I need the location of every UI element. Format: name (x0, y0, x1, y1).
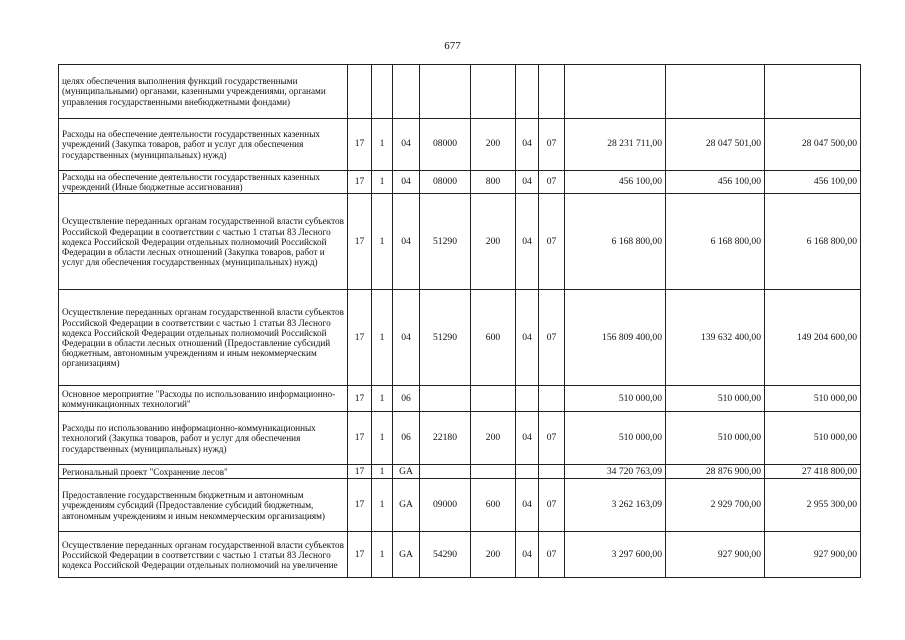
amount-cell: 510 000,00 (765, 386, 861, 412)
code-cell: 800 (471, 171, 516, 194)
table-body (59, 65, 861, 578)
table-row (59, 194, 861, 290)
row-description: Расходы по использованию информационно-коммуникационных технологий (Закупка товаров, работ и услуг для обеспечения государственных (муниципальных) нужд) (59, 412, 348, 465)
amount-cell: 156 809 400,00 (565, 290, 666, 386)
code-cell: 17 (348, 386, 372, 412)
code-cell: 17 (348, 412, 372, 465)
code-cell: 04 (393, 194, 420, 290)
code-cell: 08000 (420, 171, 471, 194)
code-cell: 07 (539, 479, 565, 532)
row-description: Региональный проект "Сохранение лесов" (59, 465, 348, 479)
code-cell: 1 (372, 119, 393, 171)
code-cell: 04 (516, 171, 539, 194)
code-cell: 08000 (420, 119, 471, 171)
code-cell: 1 (372, 479, 393, 532)
amount-cell: 149 204 600,00 (765, 290, 861, 386)
code-cell: 17 (348, 479, 372, 532)
code-cell: 600 (471, 479, 516, 532)
code-cell: 09000 (420, 479, 471, 532)
code-cell: 07 (539, 290, 565, 386)
table-row (59, 532, 861, 578)
table-row (59, 386, 861, 412)
code-cell (420, 386, 471, 412)
table-row (59, 465, 861, 479)
amount-cell: 456 100,00 (565, 171, 666, 194)
code-cell: 06 (393, 412, 420, 465)
code-cell: 17 (348, 119, 372, 171)
row-description: Осуществление переданных органам государственной власти субъектов Российской Федерации в соответствии с частью 1 статьи 83 Лесного кодекса Российской Федерации отдельных полномочий Российской Федерации в области лесных отношений (Предоставление субсидий бюджетным, автономным учреждениям и иным некоммерческим организациям) (59, 290, 348, 386)
code-cell (420, 465, 471, 479)
amount-cell: 456 100,00 (765, 171, 861, 194)
amount-cell: 510 000,00 (666, 386, 765, 412)
code-cell: 04 (516, 532, 539, 578)
amount-cell: 34 720 763,09 (565, 465, 666, 479)
amount-cell: 6 168 800,00 (565, 194, 666, 290)
code-cell: 06 (393, 386, 420, 412)
code-cell: 17 (348, 194, 372, 290)
code-cell: 17 (348, 171, 372, 194)
code-cell (471, 465, 516, 479)
amount-cell: 2 929 700,00 (666, 479, 765, 532)
amount-cell: 510 000,00 (765, 412, 861, 465)
table-row (59, 479, 861, 532)
code-cell: GA (393, 465, 420, 479)
code-cell: 54290 (420, 532, 471, 578)
code-cell: 1 (372, 171, 393, 194)
amount-cell: 3 262 163,09 (565, 479, 666, 532)
code-cell: 1 (372, 532, 393, 578)
code-cell: 07 (539, 532, 565, 578)
code-cell: 200 (471, 532, 516, 578)
table-row (59, 171, 861, 194)
amount-cell (666, 65, 765, 119)
code-cell: 04 (393, 119, 420, 171)
row-description: Расходы на обеспечение деятельности государственных казенных учреждений (Закупка товаров, работ и услуг для обеспечения государственных (муниципальных) нужд) (59, 119, 348, 171)
code-cell: 200 (471, 412, 516, 465)
code-cell (372, 65, 393, 119)
code-cell: 07 (539, 194, 565, 290)
code-cell (516, 65, 539, 119)
row-description: Основное мероприятие "Расходы по использованию информационно-коммуникационных технологий" (59, 386, 348, 412)
code-cell: 600 (471, 290, 516, 386)
code-cell (393, 65, 420, 119)
code-cell: 07 (539, 119, 565, 171)
row-description: Расходы на обеспечение деятельности государственных казенных учреждений (Иные бюджетные ассигнования) (59, 171, 348, 194)
row-description: целях обеспечения выполнения функций государственными (муниципальными) органами, казенными учреждениями, органами управления государственными внебюджетными фондами) (59, 65, 348, 119)
code-cell: 04 (516, 479, 539, 532)
table-row (59, 119, 861, 171)
row-description: Осуществление переданных органам государственной власти субъектов Российской Федерации в соответствии с частью 1 статьи 83 Лесного кодекса Российской Федерации отдельных полномочий на увеличение (59, 532, 348, 578)
code-cell: 200 (471, 194, 516, 290)
code-cell: 22180 (420, 412, 471, 465)
amount-cell: 3 297 600,00 (565, 532, 666, 578)
code-cell: 51290 (420, 194, 471, 290)
code-cell: 1 (372, 465, 393, 479)
amount-cell: 510 000,00 (565, 386, 666, 412)
amount-cell: 510 000,00 (565, 412, 666, 465)
code-cell: 04 (393, 171, 420, 194)
code-cell: 04 (516, 290, 539, 386)
amount-cell: 6 168 800,00 (765, 194, 861, 290)
code-cell: 07 (539, 412, 565, 465)
code-cell: 1 (372, 194, 393, 290)
code-cell (539, 386, 565, 412)
amount-cell: 139 632 400,00 (666, 290, 765, 386)
page-number: 677 (444, 40, 461, 52)
code-cell (516, 386, 539, 412)
row-description: Осуществление переданных органам государственной власти субъектов Российской Федерации в соответствии с частью 1 статьи 83 Лесного кодекса Российской Федерации отдельных полномочий Российской Федерации в области лесных отношений (Закупка товаров, работ и услуг для обеспечения государственных (муниципальных) нужд) (59, 194, 348, 290)
code-cell: 17 (348, 465, 372, 479)
code-cell: 17 (348, 290, 372, 386)
amount-cell: 456 100,00 (666, 171, 765, 194)
amount-cell (565, 65, 666, 119)
amount-cell: 927 900,00 (666, 532, 765, 578)
code-cell: 04 (516, 412, 539, 465)
amount-cell: 27 418 800,00 (765, 465, 861, 479)
amount-cell: 28 047 500,00 (765, 119, 861, 171)
table-row (59, 65, 861, 119)
amount-cell: 28 231 711,00 (565, 119, 666, 171)
row-description: Предоставление государственным бюджетным и автономным учреждениям субсидий (Предоставление субсидий бюджетным, автономным учреждениям и иным некоммерческим организациям) (59, 479, 348, 532)
budget-table (58, 64, 861, 578)
amount-cell (765, 65, 861, 119)
amount-cell: 927 900,00 (765, 532, 861, 578)
code-cell: 1 (372, 386, 393, 412)
code-cell: 07 (539, 171, 565, 194)
amount-cell: 510 000,00 (666, 412, 765, 465)
code-cell: 200 (471, 119, 516, 171)
amount-cell: 28 876 900,00 (666, 465, 765, 479)
code-cell: 1 (372, 290, 393, 386)
code-cell: GA (393, 479, 420, 532)
code-cell (348, 65, 372, 119)
code-cell (420, 65, 471, 119)
code-cell (516, 465, 539, 479)
table-row (59, 412, 861, 465)
amount-cell: 6 168 800,00 (666, 194, 765, 290)
code-cell (471, 386, 516, 412)
code-cell: 04 (393, 290, 420, 386)
code-cell: 1 (372, 412, 393, 465)
table-row (59, 290, 861, 386)
amount-cell: 28 047 501,00 (666, 119, 765, 171)
code-cell: 17 (348, 532, 372, 578)
code-cell: 51290 (420, 290, 471, 386)
code-cell (471, 65, 516, 119)
code-cell: GA (393, 532, 420, 578)
amount-cell: 2 955 300,00 (765, 479, 861, 532)
code-cell (539, 65, 565, 119)
code-cell (539, 465, 565, 479)
code-cell: 04 (516, 194, 539, 290)
code-cell: 04 (516, 119, 539, 171)
